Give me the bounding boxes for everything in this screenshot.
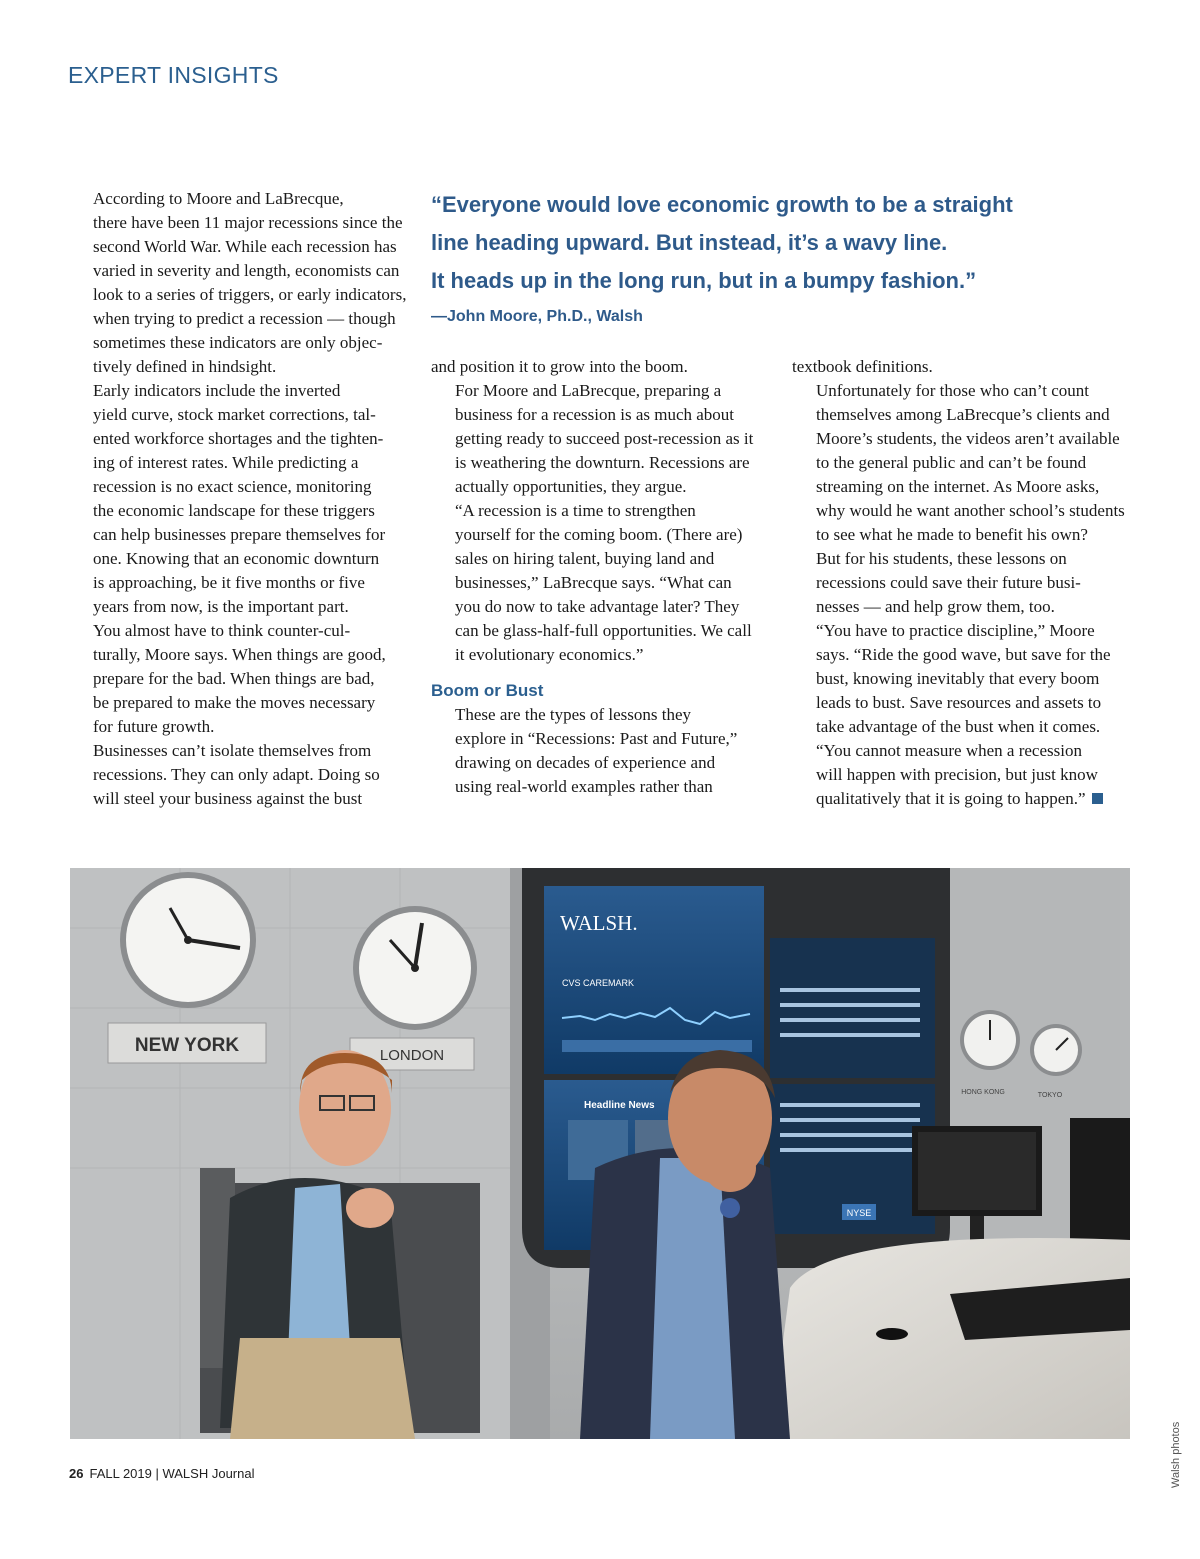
text-line: actually opportunities, they argue.: [455, 477, 687, 496]
text-line: businesses,” LaBrecque says. “What can: [455, 573, 732, 592]
section-label: EXPERT INSIGHTS: [68, 62, 279, 88]
clock-icon: [353, 906, 477, 1030]
clock-icon: [960, 1010, 1020, 1070]
paragraph: [792, 547, 1137, 619]
article-column-2: [431, 355, 776, 799]
text-line: sometimes these indicators are only objec-: [93, 333, 383, 352]
paragraph: [792, 739, 1137, 811]
text-line: For Moore and LaBrecque, preparing a: [455, 381, 722, 400]
subheading-boom-or-bust: Boom or Bust: [431, 681, 544, 700]
text-line: yield curve, stock market corrections, tal-: [93, 405, 376, 424]
paragraph: [69, 739, 409, 811]
text-line: to the general public and can’t be found: [816, 453, 1087, 472]
ticker-exchange: NYSE: [846, 1208, 872, 1218]
clock-label-tokyo: TOKYO: [1037, 1092, 1063, 1099]
text-line: You almost have to think counter-cul-: [93, 621, 351, 640]
text-line: Moore’s students, the videos aren’t available: [816, 429, 1120, 448]
text-line: But for his students, these lessons on: [816, 549, 1067, 568]
text-line: can help businesses prepare themselves for: [93, 525, 386, 544]
issue-label: FALL 2019 | WALSH Journal: [89, 1466, 255, 1481]
text-line: business for a recession is as much about: [455, 405, 735, 424]
article-column-3: [792, 355, 1137, 811]
clock-label-london: LONDON: [379, 1047, 445, 1064]
text-line: Unfortunately for those who can’t count: [816, 381, 1090, 400]
paragraph: [431, 703, 776, 799]
page-number: 26: [69, 1466, 84, 1481]
text-line: tively defined in hindsight.: [93, 357, 277, 376]
text-line: nesses — and help grow them, too.: [816, 597, 1055, 616]
article-column-1: [69, 187, 409, 811]
text-line: the economic landscape for these triggers: [93, 501, 375, 520]
text-line: leads to bust. Save resources and assets to: [816, 693, 1102, 712]
clock-icon: [1030, 1024, 1082, 1076]
text-line: it evolutionary economics.”: [455, 645, 644, 664]
text-line: will happen with precision, but just know: [816, 765, 1098, 784]
clock-label-new-york: NEW YORK: [134, 1035, 240, 1056]
paragraph: [69, 619, 409, 739]
text-line: one. Knowing that an economic downturn: [93, 549, 380, 568]
text-line: These are the types of lessons they: [455, 705, 692, 724]
text-line: turally, Moore says. When things are good,: [93, 645, 386, 664]
text-line: when trying to predict a recession — though: [93, 309, 396, 328]
studio-photo: [70, 868, 1130, 1439]
paragraph: [69, 187, 409, 379]
text-line: Businesses can’t isolate themselves from: [93, 741, 372, 760]
text-line: getting ready to succeed post-recession as it: [455, 429, 754, 448]
text-line: ing of interest rates. While predicting a: [93, 453, 359, 472]
text-line: can be glass-half-full opportunities. We call: [455, 621, 752, 640]
pull-quote-line: “Everyone would love economic growth to be a straight: [431, 192, 1013, 217]
text-line: will steel your business against the bust: [93, 789, 363, 808]
column-2-body: [431, 355, 776, 667]
paragraph: [431, 379, 776, 499]
text-line: Early indicators include the inverted: [93, 381, 341, 400]
text-line: for future growth.: [93, 717, 215, 736]
text-line: streaming on the internet. As Moore asks,: [816, 477, 1100, 496]
clock-label-hong-kong: HONG KONG: [961, 1089, 1005, 1096]
text-line: says. “Ride the good wave, but save for the: [816, 645, 1111, 664]
text-line: using real-world examples rather than: [455, 777, 713, 796]
text-line: varied in severity and length, economists can: [93, 261, 400, 280]
text-line: explore in “Recessions: Past and Future,”: [455, 729, 738, 748]
paragraph: [792, 355, 1137, 379]
screen-brand: WALSH.: [560, 911, 638, 935]
text-line: qualitatively that it is going to happen.”: [792, 787, 1137, 811]
text-line: “A recession is a time to strengthen: [455, 501, 696, 520]
pull-quote-attribution: —John Moore, Ph.D., Walsh: [431, 308, 643, 325]
text-line: According to Moore and LaBrecque,: [93, 189, 344, 208]
pull-quote: [431, 186, 1151, 300]
text-line: “You have to practice discipline,” Moore: [816, 621, 1095, 640]
paragraph: [431, 499, 776, 667]
text-line: be prepared to make the moves necessary: [93, 693, 376, 712]
text-line: you do now to take advantage later? They: [455, 597, 740, 616]
text-line: why would he want another school’s students: [816, 501, 1125, 520]
text-line: look to a series of triggers, or early indicators,: [93, 285, 407, 304]
page-footer: [69, 1466, 254, 1481]
text-line: yourself for the coming boom. (There are): [455, 525, 743, 544]
photo-credit: Walsh photos: [1170, 1421, 1182, 1488]
text-line: drawing on decades of experience and: [455, 753, 716, 772]
pull-quote-line: line heading upward. But instead, it’s a wavy line.: [431, 230, 948, 255]
chart-title: CVS CAREMARK: [562, 978, 635, 988]
pull-quote-line: It heads up in the long run, but in a bumpy fashion.”: [431, 268, 977, 293]
text-line: to see what he made to benefit his own?: [816, 525, 1088, 544]
news-header: Headline News: [584, 1100, 655, 1111]
text-line: years from now, is the important part.: [93, 597, 349, 616]
text-line: recession is no exact science, monitoring: [93, 477, 372, 496]
text-line: recessions. They can only adapt. Doing so: [93, 765, 380, 784]
text-line: is weathering the downturn. Recessions are: [455, 453, 750, 472]
text-line: themselves among LaBrecque’s clients and: [816, 405, 1110, 424]
text-line: second World War. While each recession has: [93, 237, 397, 256]
paragraph: [792, 619, 1137, 739]
column-2-body-after-subhead: [431, 703, 776, 799]
text-line: is approaching, be it five months or five: [93, 573, 365, 592]
end-mark-icon: [1092, 793, 1103, 804]
text-line: ented workforce shortages and the tighten-: [93, 429, 384, 448]
text-line: bust, knowing inevitably that every boom: [816, 669, 1100, 688]
clock-icon: [120, 872, 256, 1008]
paragraph: [69, 379, 409, 619]
text-line: textbook definitions.: [792, 357, 933, 376]
text-line: “You cannot measure when a recession: [816, 741, 1082, 760]
paragraph: [792, 379, 1137, 547]
text-line: recessions could save their future busi-: [816, 573, 1081, 592]
text-line: and position it to grow into the boom.: [431, 357, 688, 376]
text-line: there have been 11 major recessions since the: [93, 213, 403, 232]
text-line: prepare for the bad. When things are bad,: [93, 669, 375, 688]
text-line: take advantage of the bust when it comes.: [816, 717, 1101, 736]
text-line: sales on hiring talent, buying land and: [455, 549, 715, 568]
paragraph: [431, 355, 776, 379]
